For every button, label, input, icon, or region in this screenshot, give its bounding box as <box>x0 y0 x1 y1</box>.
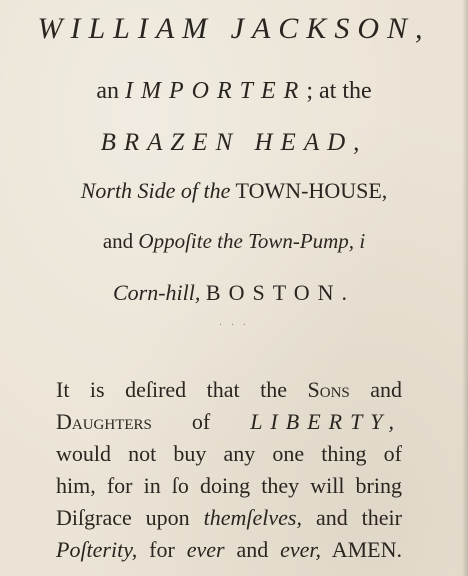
daughters-text: Daughters <box>56 409 152 434</box>
brazen-head-line: BRAZEN HEAD, <box>100 129 368 156</box>
importer-line-prefix: an <box>96 78 120 104</box>
divider-dots: · · · <box>219 320 249 331</box>
para-text: and <box>236 537 269 562</box>
paragraph-line-2 <box>56 411 402 433</box>
para-text: for <box>149 537 175 562</box>
para-text: and their <box>315 505 402 530</box>
para-text: of <box>191 409 211 434</box>
importer-line-suffix: ; at the <box>306 78 372 104</box>
cornhill-line <box>0 282 468 304</box>
boston-text: BOSTON. <box>205 280 356 305</box>
paragraph-line-4: him, for in ſo doing they will bring <box>56 473 402 498</box>
themselves-text: themſelves, <box>203 505 302 530</box>
paragraph-line-5 <box>56 507 402 529</box>
sons-text: Sons <box>307 377 350 402</box>
and-text: and <box>102 229 134 253</box>
posterity-text: Poſterity, <box>56 537 138 562</box>
town-pump-line <box>0 231 468 252</box>
para-text: Diſgrace upon <box>56 505 190 530</box>
opposite-town-pump-text: Oppoſite the Town-Pump, <box>138 229 355 253</box>
liberty-text: LIBERTY, <box>250 409 403 434</box>
cornhill-text: Corn-hill, <box>112 280 201 305</box>
importer-word: IMPORTER <box>125 78 307 104</box>
ever-text: ever, <box>280 537 322 562</box>
importer-line <box>0 79 468 103</box>
paragraph-line-6 <box>56 539 402 561</box>
town-house-text: TOWN-HOUSE, <box>235 178 388 203</box>
para-text: and <box>370 377 403 402</box>
merchant-name: WILLIAM JACKSON, <box>37 12 431 45</box>
paragraph-line-1 <box>56 379 402 401</box>
truncated-letter: i <box>359 229 366 253</box>
amen-text: AMEN. <box>331 537 402 562</box>
para-text: It is deſired that the <box>56 377 288 402</box>
town-house-line <box>0 180 468 202</box>
north-side-text: North Side of the <box>80 178 231 203</box>
ever-text: ever <box>186 537 225 562</box>
paragraph-line-3: would not buy any one thing of <box>56 441 402 466</box>
